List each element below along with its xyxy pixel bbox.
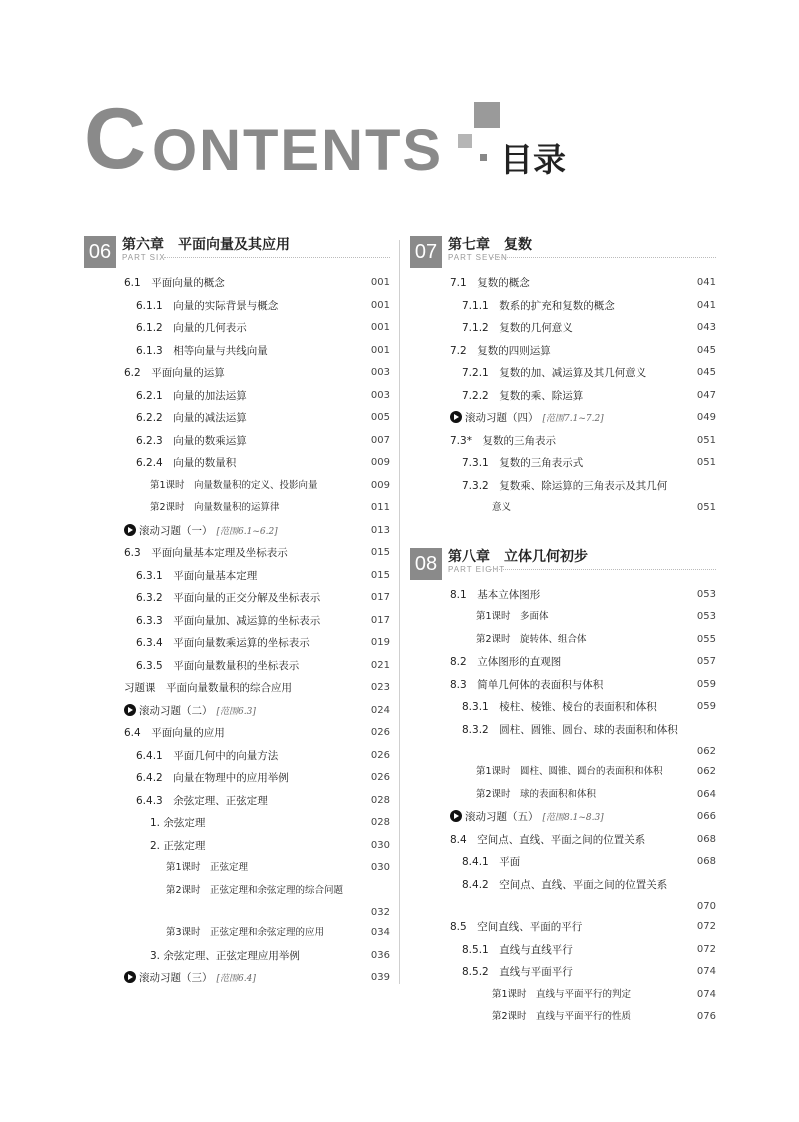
toc-entry-title: 6.3.3 平面向量加、减运算的坐标表示	[136, 614, 321, 627]
toc-entry-title: 第2课时 直线与平面平行的性质	[492, 1011, 632, 1022]
toc-entry[interactable]	[410, 916, 716, 939]
toc-entry[interactable]	[410, 629, 716, 652]
rolling-exercise-entry[interactable]	[410, 407, 716, 430]
page-number: 051	[696, 457, 716, 468]
toc-entry-title: 8.5.2 直线与平面平行	[462, 966, 573, 978]
toc-entry-title: 6.3.4 平面向量数乘运算的坐标表示	[136, 637, 310, 649]
page-number: 021	[370, 659, 390, 671]
page-number: 017	[370, 614, 390, 626]
toc-entry-title: 6.3 平面向量基本定理及坐标表示	[124, 547, 288, 559]
exercise-range: [范围6.1~6.2]	[216, 526, 278, 537]
toc-entry[interactable]	[84, 812, 390, 835]
page-number: 059	[696, 678, 716, 690]
toc-entry-title: 6.2.1 向量的加法运算	[136, 389, 247, 402]
toc-entry-title: 第2课时 旋转体、组合体	[476, 633, 587, 645]
page-number: 051	[696, 502, 716, 513]
page-number: 011	[370, 502, 390, 513]
chapter-title: 第八章 立体几何初步	[448, 548, 588, 565]
toc-entry[interactable]	[84, 362, 390, 385]
toc-entry[interactable]	[410, 452, 716, 475]
toc-entry-title: 6.2.4 向量的数量积	[136, 457, 237, 469]
page-number: 026	[370, 727, 390, 738]
toc-entry-title: 意义	[492, 502, 512, 513]
toc-entry-title: 6.1.3 相等向量与共线向量	[136, 344, 268, 357]
toc-entry-title: 第1课时 多面体	[476, 611, 549, 622]
toc-entry[interactable]	[410, 272, 716, 295]
page-number: 059	[696, 701, 716, 712]
chapter-title: 第六章 平面向量及其应用	[122, 237, 290, 253]
toc-entry[interactable]	[410, 741, 716, 761]
rolling-exercise-entry[interactable]	[84, 520, 390, 543]
toc-entry[interactable]	[410, 340, 716, 363]
toc-entry[interactable]	[410, 896, 716, 916]
toc-entry-title: 8.4.1 平面	[462, 856, 521, 868]
toc-entry-title: 6.1.1 向量的实际背景与概念	[136, 299, 279, 312]
page-number: 039	[370, 972, 390, 983]
toc-entry-title: 6.3.1 平面向量基本定理	[136, 569, 258, 582]
page-number: 076	[696, 1011, 716, 1022]
toc-entry-title	[450, 407, 604, 431]
page-number: 030	[370, 839, 390, 851]
toc-entry[interactable]	[410, 385, 716, 408]
toc-entry[interactable]	[84, 902, 390, 922]
toc-entry[interactable]	[410, 497, 716, 520]
toc-entry[interactable]	[84, 385, 390, 408]
toc-entry-title: 7.3.1 复数的三角表示式	[462, 457, 584, 469]
toc-entry-title: 第1课时 正弦定理	[166, 862, 249, 873]
toc-entry[interactable]	[410, 984, 716, 1007]
page-number: 068	[696, 833, 716, 845]
toc-entry[interactable]	[84, 655, 390, 678]
page-number: 015	[370, 569, 390, 581]
page-number: 003	[370, 367, 390, 378]
toc-entry-title: 2. 正弦定理	[150, 839, 206, 852]
toc-entry[interactable]	[84, 722, 390, 745]
toc-entry[interactable]	[410, 851, 716, 874]
play-icon	[450, 411, 462, 423]
toc-entry-title: 7.2 复数的四则运算	[450, 344, 551, 357]
chapter-heading[interactable]	[410, 232, 716, 266]
page-number: 003	[370, 389, 390, 401]
page-number: 009	[370, 479, 390, 491]
decor-square-dot	[480, 154, 487, 161]
page-number: 023	[370, 682, 390, 693]
page-number: 034	[370, 927, 390, 938]
page-number: 026	[370, 749, 390, 761]
page-number: 036	[370, 949, 390, 961]
page-number: 001	[370, 277, 390, 288]
toc-entry[interactable]	[410, 317, 716, 340]
toc-entry[interactable]	[84, 565, 390, 588]
toc-entry[interactable]	[84, 542, 390, 565]
toc-entry[interactable]	[84, 790, 390, 813]
toc-column-right	[410, 232, 716, 1029]
toc-entry[interactable]	[410, 829, 716, 852]
toc-entry-title: 第1课时 直线与平面平行的判定	[492, 988, 632, 1000]
page-number: 007	[370, 434, 390, 446]
toc-column-left	[84, 232, 390, 990]
toc-entry[interactable]	[84, 610, 390, 633]
toc-entry-title: 8.3 简单几何体的表面积与体积	[450, 678, 604, 691]
play-icon	[124, 524, 136, 536]
chapter-title: 第七章 复数	[448, 237, 532, 253]
toc-entry[interactable]	[84, 317, 390, 340]
contents-header	[84, 91, 604, 187]
exercise-range: [范围6.4]	[216, 974, 256, 984]
toc-entry-title: 6.2.3 向量的数乘运算	[136, 434, 247, 447]
play-icon	[124, 971, 136, 983]
mulu-title: 目录	[500, 140, 566, 179]
chapter-divider	[490, 257, 716, 258]
toc-entry[interactable]	[410, 874, 716, 897]
page-number: 028	[370, 817, 390, 828]
page-number: 028	[370, 794, 390, 806]
toc-entry-title: 8.2 立体图形的直观图	[450, 656, 562, 668]
decor-square-large	[474, 102, 500, 128]
toc-entry-title: 7.3.2 复数乘、除运算的三角表示及其几何	[462, 479, 668, 492]
rolling-exercise-label: 滚动习题（四）	[465, 412, 539, 424]
toc-entry-title: 7.1.1 数系的扩充和复数的概念	[462, 299, 615, 312]
toc-entry-title: 第1课时 向量数量积的定义、投影向量	[150, 479, 318, 491]
page-number: 047	[696, 389, 716, 401]
toc-entry[interactable]	[410, 295, 716, 318]
toc-entry[interactable]	[84, 295, 390, 318]
toc-entry[interactable]	[84, 880, 390, 903]
toc-entry[interactable]	[84, 587, 390, 610]
chapter-number-badge: 06	[84, 236, 116, 268]
rolling-exercise-label: 滚动习题（一）	[139, 524, 213, 537]
chapter-number-badge: 08	[410, 548, 442, 580]
page-number: 072	[696, 921, 716, 932]
toc-entry-title: 8.3.1 棱柱、棱锥、棱台的表面积和体积	[462, 701, 657, 713]
toc-entry[interactable]	[84, 497, 390, 520]
play-icon	[124, 704, 136, 716]
page-number: 019	[370, 637, 390, 648]
page-number: 066	[696, 811, 716, 822]
toc-entry[interactable]	[84, 835, 390, 858]
page-number: 074	[696, 966, 716, 977]
page-number: 015	[370, 547, 390, 558]
contents-big-letter: C	[84, 91, 147, 187]
chapter-08	[410, 544, 716, 1029]
exercise-range: [范围8.1~8.3]	[542, 813, 604, 823]
toc-entry-title: 8.1 基本立体图形	[450, 588, 541, 601]
toc-entry[interactable]	[410, 784, 716, 807]
toc-entry[interactable]	[410, 1006, 716, 1029]
chapter-heading[interactable]	[410, 544, 716, 578]
toc-entry-title	[124, 520, 278, 544]
toc-entry[interactable]	[84, 857, 390, 880]
toc-entry[interactable]	[84, 767, 390, 790]
page-number: 051	[696, 434, 716, 446]
toc-entry-title: 6.4 平面向量的应用	[124, 727, 225, 739]
toc-entry-title: 7.3* 复数的三角表示	[450, 434, 556, 447]
page-number: 030	[370, 862, 390, 873]
toc-entry[interactable]	[410, 362, 716, 385]
exercise-range: [范围6.3]	[216, 706, 256, 717]
toc-entry-title: 8.5.1 直线与直线平行	[462, 943, 573, 956]
page-number: 045	[696, 367, 716, 378]
toc-entry[interactable]	[410, 475, 716, 498]
rolling-exercise-label: 滚动习题（三）	[139, 972, 213, 984]
page-number: 013	[370, 524, 390, 536]
page-number: 024	[370, 704, 390, 716]
toc-entry-title	[124, 967, 256, 991]
toc-entry-title: 6.4.2 向量在物理中的应用举例	[136, 772, 289, 784]
toc-entry-title: 8.4.2 空间点、直线、平面之间的位置关系	[462, 878, 668, 891]
toc-entry-title: 第3课时 正弦定理和余弦定理的应用	[166, 927, 325, 938]
toc-entry-title: 6.4.1 平面几何中的向量方法	[136, 749, 279, 762]
page-number: 064	[696, 788, 716, 800]
toc-entry[interactable]	[410, 719, 716, 742]
toc-entry[interactable]	[410, 430, 716, 453]
chapter-divider	[164, 257, 390, 258]
toc-entry[interactable]	[410, 651, 716, 674]
toc-entry-title: 第2课时 正弦定理和余弦定理的综合问题	[166, 884, 344, 896]
toc-entry-title: 6.2 平面向量的运算	[124, 367, 225, 379]
rolling-exercise-entry[interactable]	[410, 806, 716, 829]
toc-entry-title: 习题课 平面向量数量积的综合应用	[124, 682, 292, 694]
page-number: 041	[696, 299, 716, 311]
toc-entry-title: 1. 余弦定理	[150, 817, 206, 829]
chapter-heading[interactable]	[84, 232, 390, 266]
toc-entry[interactable]	[84, 430, 390, 453]
toc-entry-title: 6.2.2 向量的减法运算	[136, 412, 247, 424]
page-number: 072	[696, 943, 716, 955]
play-icon	[450, 810, 462, 822]
page-number: 049	[696, 412, 716, 423]
page-number: 005	[370, 412, 390, 423]
rolling-exercise-label: 滚动习题（五）	[465, 811, 539, 823]
page-number: 055	[696, 633, 716, 645]
toc-entry[interactable]	[410, 606, 716, 629]
toc-entry-title: 6.3.2 平面向量的正交分解及坐标表示	[136, 592, 321, 604]
toc-entry[interactable]	[84, 632, 390, 655]
chapter-english-label: PART EIGHT	[448, 564, 506, 574]
toc-entry-title	[450, 806, 604, 830]
toc-entry[interactable]	[84, 677, 390, 700]
toc-entry[interactable]	[410, 696, 716, 719]
toc-entry[interactable]	[84, 475, 390, 498]
page-number: 070	[696, 901, 716, 912]
toc-entry[interactable]	[410, 939, 716, 962]
toc-entry[interactable]	[84, 407, 390, 430]
toc-entry[interactable]	[84, 745, 390, 768]
page-number: 017	[370, 592, 390, 603]
page-number: 062	[696, 746, 716, 757]
chapter-number-badge: 07	[410, 236, 442, 268]
toc-entry-title: 8.3.2 圆柱、圆锥、圆台、球的表面积和体积	[462, 723, 678, 736]
chapter-divider	[490, 569, 716, 570]
contents-word: ONTENTS	[152, 118, 444, 183]
page-number: 068	[696, 856, 716, 867]
page-number: 026	[370, 772, 390, 783]
page-number: 009	[370, 457, 390, 468]
page-number: 001	[370, 344, 390, 356]
page-number: 053	[696, 611, 716, 622]
page-number: 032	[370, 907, 390, 918]
toc-entry[interactable]	[84, 945, 390, 968]
toc-entry[interactable]	[84, 340, 390, 363]
toc-entry-title: 6.4.3 余弦定理、正弦定理	[136, 794, 268, 807]
page-number: 045	[696, 344, 716, 356]
page-number: 001	[370, 322, 390, 333]
toc-entry-title: 7.1 复数的概念	[450, 277, 530, 289]
toc-entry-title: 第1课时 圆柱、圆锥、圆台的表面积和体积	[476, 766, 663, 777]
toc-entry-title: 8.5 空间直线、平面的平行	[450, 921, 583, 933]
page-number: 074	[696, 988, 716, 1000]
chapter-07	[410, 232, 716, 520]
toc-entry-title	[124, 700, 256, 724]
toc-entry-title: 6.1 平面向量的概念	[124, 277, 225, 289]
page-number: 001	[370, 299, 390, 311]
toc-entry[interactable]	[84, 452, 390, 475]
toc-entry-title: 3. 余弦定理、正弦定理应用举例	[150, 949, 300, 962]
rolling-exercise-entry[interactable]	[84, 967, 390, 990]
toc-entry-title: 第2课时 球的表面积和体积	[476, 788, 597, 800]
toc-entry[interactable]	[410, 961, 716, 984]
toc-entry-title: 第2课时 向量数量积的运算律	[150, 502, 280, 513]
toc-entry-title: 7.2.2 复数的乘、除运算	[462, 389, 584, 402]
page-number: 062	[696, 766, 716, 777]
toc-entry[interactable]	[410, 674, 716, 697]
column-divider	[399, 240, 400, 984]
page-number: 057	[696, 656, 716, 667]
page-number: 041	[696, 277, 716, 288]
chapter-english-label: PART SEVEN	[448, 253, 508, 262]
toc-entry-title: 8.4 空间点、直线、平面之间的位置关系	[450, 833, 646, 846]
page-number: 053	[696, 588, 716, 600]
chapter-english-label: PART SIX	[122, 253, 166, 262]
toc-entry[interactable]	[410, 584, 716, 607]
toc-entry-title: 7.1.2 复数的几何意义	[462, 322, 573, 334]
toc-entry[interactable]	[410, 761, 716, 784]
toc-entry-title: 6.3.5 平面向量数量积的坐标表示	[136, 659, 300, 672]
chapter-06	[84, 232, 390, 990]
page-number: 043	[696, 322, 716, 333]
toc-entry-title: 6.1.2 向量的几何表示	[136, 322, 247, 334]
rolling-exercise-entry[interactable]	[84, 700, 390, 723]
toc-entry-title: 7.2.1 复数的加、减运算及其几何意义	[462, 367, 647, 379]
exercise-range: [范围7.1~7.2]	[542, 414, 604, 424]
toc-entry[interactable]	[84, 922, 390, 945]
decor-square-small	[458, 134, 472, 148]
toc-entry[interactable]	[84, 272, 390, 295]
rolling-exercise-label: 滚动习题（二）	[139, 704, 213, 717]
